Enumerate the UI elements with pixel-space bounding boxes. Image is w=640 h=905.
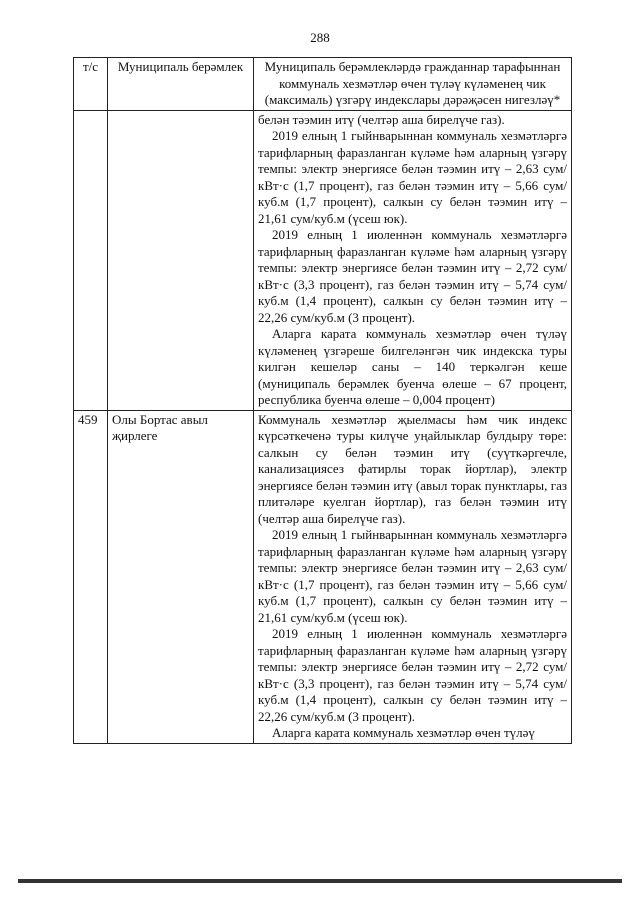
page-number: 288: [310, 30, 330, 45]
page-bottom-rule: [18, 879, 622, 883]
paragraph: 2019 елның 1 гыйнварыннан коммуналь хезмәтләргә тарифларның фаразланган күләме һәм аларның үзгәрү темпы: электр энергиясе белән тәэмин итү – 2,63 сум/кВт·с (1,7 процент), газ белән тәэмин итү – 5,66 сум/куб.м (1,7 процент), салкын су белән тәэмин итү – 21,61 сум/куб.м (үсеш юк).: [258, 128, 567, 226]
row-municipality: [108, 110, 254, 410]
row-basis: [254, 410, 572, 743]
paragraph: Коммуналь хезмәтләр җыелмасы һәм чик индекс күрсәткеченә туры килүче уңайлыклар булдыру төре: салкын су белән тәэмин итү (суүткәргечле, канализациясез фатирлы торак йортлар), электр энергиясе белән тәэмин итү (авыл торак пунктлары, газ плитәләре куелган йортлар), газ белән тәэмин итү (челтәр аша бирелүче газ).: [258, 411, 567, 526]
paragraph: 2019 елның 1 июленнән коммуналь хезмәтләргә тарифларның фаразланган күләме һәм аларның үзгәрү темпы: электр энергиясе белән тәэмин итү – 2,72 сум/кВт·с (3,3 процент), газ белән тәэмин итү – 5,74 сум/куб.м (1,4 процент), салкын су белән тәэмин итү – 22,26 сум/куб.м (3 процент).: [258, 626, 567, 724]
header-municipality: Муниципаль берәмлек: [108, 58, 254, 111]
header-num: т/с: [74, 58, 108, 111]
row-basis: [254, 110, 572, 410]
row-num: [74, 110, 108, 410]
table-row: [74, 110, 572, 410]
paragraph: Аларга карата коммуналь хезмәтләр өчен түләү: [272, 725, 535, 740]
municipal-tariff-table: [73, 57, 572, 744]
paragraph: белән тәэмин итү (челтәр аша бирелүче газ).: [258, 111, 505, 127]
table-row: [74, 410, 572, 743]
paragraph: 2019 елның 1 июленнән коммуналь хезмәтләргә тарифларның фаразланган күләме һәм аларның үзгәрү темпы: электр энергиясе белән тәэмин итү – 2,72 сум/кВт·с (3,3 процент), газ белән тәэмин итү – 5,74 сум/куб.м (1,4 процент), салкын су белән тәэмин итү – 22,26 сум/куб.м (3 процент).: [258, 227, 567, 325]
row-num: 459: [74, 410, 108, 743]
header-basis: Муниципаль берәмлекләрдә гражданнар тарафыннан коммуналь хезмәтләр өчен түләү күләменең чик (максималь) үзгәрү индекслары дәрәҗәсен нигезләү*: [254, 58, 572, 111]
table-header-row: [74, 58, 572, 111]
row-municipality: Олы Бортас авыл җирлеге: [108, 410, 254, 743]
paragraph: Аларга карата коммуналь хезмәтләр өчен түләү күләменең үзгәреше билгеләнгән чик индекска туры килгән кешеләр саны – 140 теркәлгән кеше (муниципаль берәмлек буенча өлеше – 67 процент, республика буенча өлеше – 0,004 процент): [258, 326, 567, 407]
paragraph: 2019 елның 1 гыйнварыннан коммуналь хезмәтләргә тарифларның фаразланган күләме һәм аларның үзгәрү темпы: электр энергиясе белән тәэмин итү – 2,63 сум/кВт·с (1,7 процент), газ белән тәэмин итү – 5,66 сум/куб.м (1,7 процент), салкын су белән тәэмин итү – 21,61 сум/куб.м (үсеш юк).: [258, 527, 567, 625]
